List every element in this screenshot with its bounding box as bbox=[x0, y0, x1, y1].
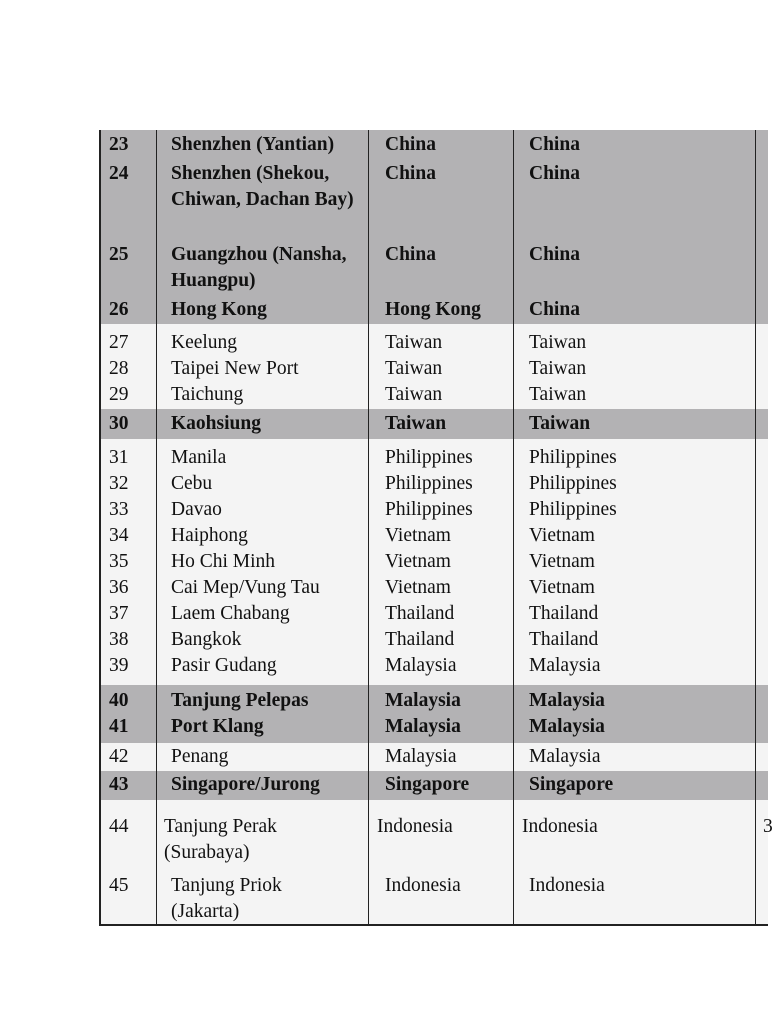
country: Indonesia bbox=[529, 875, 605, 896]
table-row bbox=[101, 688, 768, 714]
group-singapore bbox=[101, 771, 768, 800]
economy: Indonesia bbox=[385, 875, 461, 896]
country: Malaysia bbox=[529, 655, 601, 676]
table-row bbox=[101, 356, 768, 382]
row-number: 27 bbox=[109, 332, 129, 353]
country: China bbox=[529, 163, 580, 184]
country: Vietnam bbox=[529, 577, 595, 598]
economy: Philippines bbox=[385, 499, 473, 520]
table-row bbox=[101, 132, 768, 158]
table-row bbox=[101, 653, 768, 679]
country: Malaysia bbox=[529, 716, 605, 737]
group-kaohsiung bbox=[101, 409, 768, 439]
port-name: Bangkok bbox=[171, 629, 242, 650]
country: Indonesia bbox=[522, 816, 598, 837]
port-name: Tanjung Priok (Jakarta) bbox=[171, 875, 282, 922]
table-row bbox=[101, 549, 768, 575]
country: Vietnam bbox=[529, 551, 595, 572]
country: Philippines bbox=[529, 473, 617, 494]
economy: Taiwan bbox=[385, 358, 443, 379]
table-row bbox=[101, 445, 768, 471]
group-malaysia-major bbox=[101, 685, 768, 743]
port-name: Singapore/Jurong bbox=[171, 774, 320, 795]
country: Taiwan bbox=[529, 332, 587, 353]
row-number: 39 bbox=[109, 655, 129, 676]
country: China bbox=[529, 134, 580, 155]
port-name: Ho Chi Minh bbox=[171, 551, 276, 572]
port-name: Kaohsiung bbox=[171, 413, 261, 434]
economy: Singapore bbox=[385, 774, 470, 795]
table-row bbox=[101, 714, 768, 740]
table-row bbox=[101, 601, 768, 627]
table-row bbox=[101, 382, 768, 408]
row-number: 38 bbox=[109, 629, 129, 650]
group-taiwan bbox=[101, 324, 768, 409]
group-china bbox=[101, 130, 768, 324]
truncated-value: 3 bbox=[763, 816, 773, 837]
port-name: Shenzhen (Yantian) bbox=[171, 134, 335, 155]
port-name: Penang bbox=[171, 746, 229, 767]
row-number: 33 bbox=[109, 499, 129, 520]
row-number: 26 bbox=[109, 299, 129, 320]
country: Thailand bbox=[529, 629, 599, 650]
economy: China bbox=[385, 244, 436, 265]
row-number: 28 bbox=[109, 358, 129, 379]
economy: Malaysia bbox=[385, 690, 461, 711]
table-row bbox=[101, 814, 773, 866]
table-row bbox=[101, 471, 768, 497]
economy: Vietnam bbox=[385, 525, 451, 546]
country: Philippines bbox=[529, 499, 617, 520]
port-name: Guangzhou (Nansha, Huangpu) bbox=[171, 244, 347, 291]
group-indonesia bbox=[101, 800, 773, 924]
port-name: Cai Mep/Vung Tau bbox=[171, 577, 320, 598]
port-name: Port Klang bbox=[171, 716, 264, 737]
economy: China bbox=[385, 134, 436, 155]
port-name: Manila bbox=[171, 447, 227, 468]
table-row bbox=[101, 627, 768, 653]
economy: Philippines bbox=[385, 473, 473, 494]
row-number: 45 bbox=[109, 875, 129, 896]
table-row bbox=[101, 575, 768, 601]
economy: Taiwan bbox=[385, 413, 447, 434]
column-divider bbox=[755, 130, 756, 924]
country: Taiwan bbox=[529, 384, 587, 405]
country: Malaysia bbox=[529, 746, 601, 767]
table-row bbox=[101, 161, 768, 239]
country: Philippines bbox=[529, 447, 617, 468]
economy: Hong Kong bbox=[385, 299, 481, 320]
port-name: Tanjung Pelepas bbox=[171, 690, 309, 711]
row-number: 36 bbox=[109, 577, 129, 598]
row-number: 42 bbox=[109, 746, 129, 767]
row-number: 29 bbox=[109, 384, 129, 405]
row-number: 44 bbox=[109, 816, 129, 837]
port-name: Pasir Gudang bbox=[171, 655, 277, 676]
port-name: Haiphong bbox=[171, 525, 248, 546]
economy: Vietnam bbox=[385, 577, 451, 598]
table-row bbox=[101, 411, 768, 437]
country: Malaysia bbox=[529, 690, 605, 711]
table-row bbox=[101, 330, 768, 356]
column-divider bbox=[156, 130, 157, 924]
country: Singapore bbox=[529, 774, 614, 795]
port-name: Cebu bbox=[171, 473, 213, 494]
row-number: 31 bbox=[109, 447, 129, 468]
economy: Taiwan bbox=[385, 332, 443, 353]
port-name: Taichung bbox=[171, 384, 244, 405]
group-penang bbox=[101, 743, 768, 771]
country: Taiwan bbox=[529, 358, 587, 379]
row-number: 40 bbox=[109, 690, 129, 711]
economy: Malaysia bbox=[385, 746, 457, 767]
group-southeast-asia bbox=[101, 439, 768, 685]
port-name: Laem Chabang bbox=[171, 603, 290, 624]
column-divider bbox=[368, 130, 369, 924]
row-number: 43 bbox=[109, 774, 129, 795]
port-name: Taipei New Port bbox=[171, 358, 299, 379]
economy: Vietnam bbox=[385, 551, 451, 572]
row-number: 37 bbox=[109, 603, 129, 624]
table-row bbox=[101, 744, 768, 770]
economy: Philippines bbox=[385, 447, 473, 468]
row-number: 30 bbox=[109, 413, 129, 434]
row-number: 41 bbox=[109, 716, 129, 737]
table-row bbox=[101, 873, 768, 925]
country: Thailand bbox=[529, 603, 599, 624]
row-number: 32 bbox=[109, 473, 129, 494]
table-row bbox=[101, 772, 768, 798]
port-name: Tanjung Perak (Surabaya) bbox=[164, 816, 277, 863]
table-row bbox=[101, 297, 768, 323]
port-name: Hong Kong bbox=[171, 299, 267, 320]
economy: Indonesia bbox=[377, 816, 453, 837]
ports-table bbox=[99, 130, 773, 926]
country: Vietnam bbox=[529, 525, 595, 546]
column-divider bbox=[513, 130, 514, 924]
port-name: Keelung bbox=[171, 332, 238, 353]
row-number: 23 bbox=[109, 134, 129, 155]
economy: Thailand bbox=[385, 603, 455, 624]
row-number: 34 bbox=[109, 525, 129, 546]
country: China bbox=[529, 299, 580, 320]
economy: Malaysia bbox=[385, 716, 461, 737]
row-number: 35 bbox=[109, 551, 129, 572]
port-name: Davao bbox=[171, 499, 222, 520]
economy: Thailand bbox=[385, 629, 455, 650]
table-row bbox=[101, 242, 768, 294]
table-row bbox=[101, 497, 768, 523]
economy: China bbox=[385, 163, 436, 184]
country: Taiwan bbox=[529, 413, 591, 434]
economy: Taiwan bbox=[385, 384, 443, 405]
country: China bbox=[529, 244, 580, 265]
row-number: 25 bbox=[109, 244, 129, 265]
economy: Malaysia bbox=[385, 655, 457, 676]
table-row bbox=[101, 523, 768, 549]
row-number: 24 bbox=[109, 163, 129, 184]
port-name: Shenzhen (Shekou, Chiwan, Dachan Bay) bbox=[171, 163, 354, 210]
